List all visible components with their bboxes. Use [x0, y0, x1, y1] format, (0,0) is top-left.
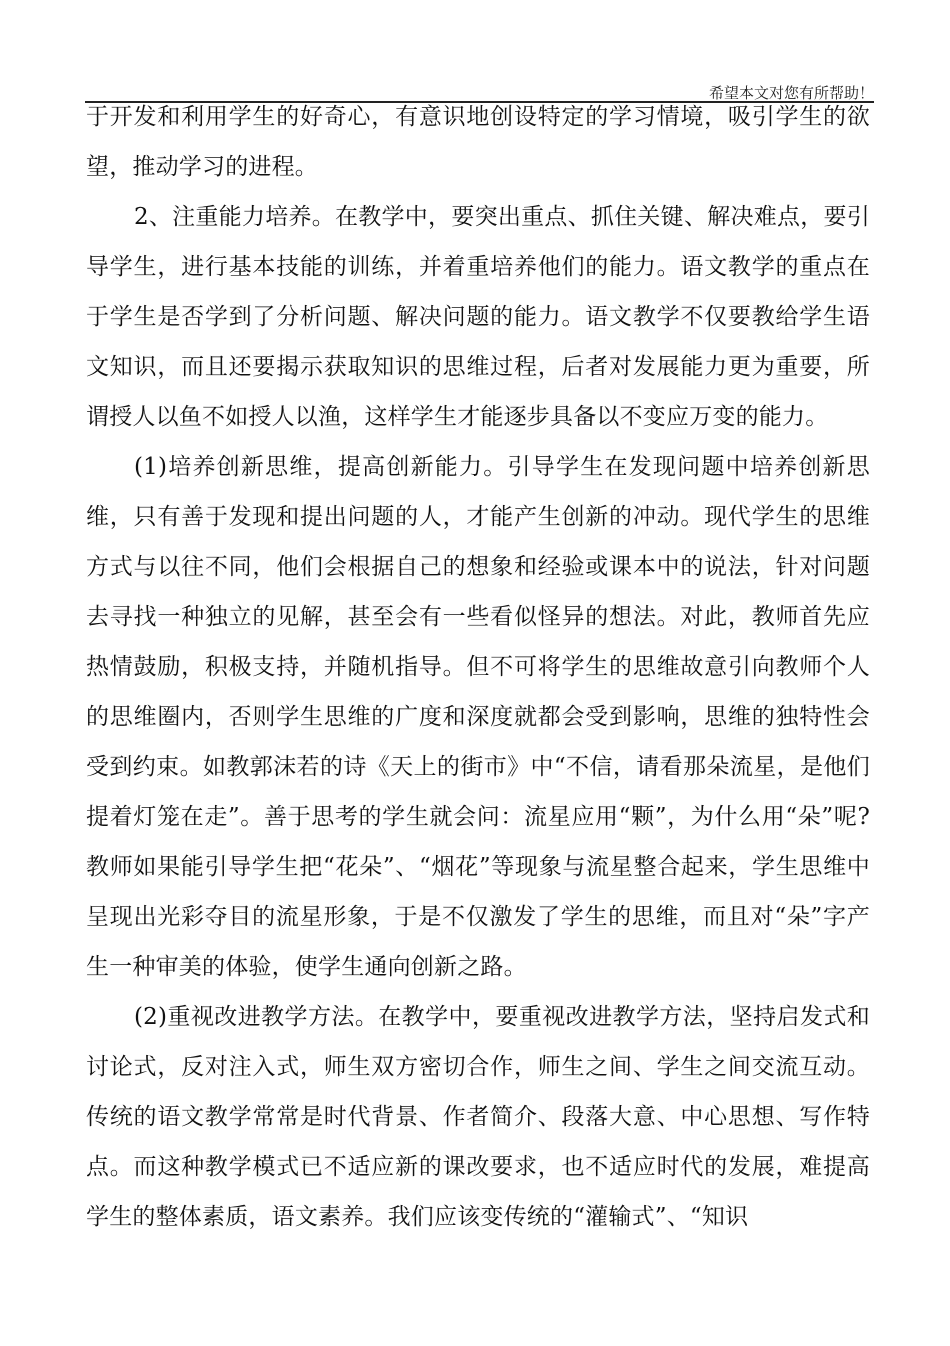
paragraph-teaching-methods: (2)重视改进教学方法。在教学中，要重视改进教学方法，坚持启发式和讨论式，反对注入式，师生双方密切合作，师生之间、学生之间交流互动。传统的语文教学常常是时代背景、作者简介、段落大意、中心思想、写作特点。而这种教学模式已不适应新的课改要求，也不适应时代的发展，难提高学生的整体素质，语文素养。我们应该变传统的“灌输式”、“知识 [86, 1004, 870, 1230]
paragraph-innovative-thinking: (1)培养创新思维，提高创新能力。引导学生在发现问题中培养创新思维，只有善于发现和提出问题的人，才能产生创新的冲动。现代学生的思维方式与以往不同，他们会根据自己的想象和经验或课本中的说法，针对问题去寻找一种独立的见解，甚至会有一些看似怪异的想法。对此，教师首先应热情鼓励，积极支持，并随机指导。但不可将学生的思维故意引向教师个人的思维圈内，否则学生思维的广度和深度就都会受到影响，思维的独特性会受到约束。如教郭沫若的诗《天上的街市》中“不信，请看那朵流星，是他们提着灯笼在走”。善于思考的学生就会问：流星应用“颗”，为什么用“朵”呢?教师如果能引导学生把“花朵”、“烟花”等现象与流星整合起来，学生思维中呈现出光彩夺目的流星形象，于是不仅激发了学生的思维，而且对“朵”字产生一种审美的体验，使学生通向创新之路。 [86, 454, 870, 980]
document-body [86, 92, 870, 1242]
page-header: 希望本文对您有所帮助！ [708, 84, 874, 102]
paragraph-ability-training: 2、注重能力培养。在教学中，要突出重点、抓住关键、解决难点，要引导学生，进行基本技能的训练，并着重培养他们的能力。语文教学的重点在于学生是否学到了分析问题、解决问题的能力。语文教学不仅要教给学生语文知识，而且还要揭示获取知识的思维过程，后者对发展能力更为重要，所谓授人以鱼不如授人以渔，这样学生才能逐步具备以不变应万变的能力。 [86, 204, 870, 430]
paragraph-continuation: 于开发和利用学生的好奇心，有意识地创设特定的学习情境，吸引学生的欲望，推动学习的进程。 [86, 104, 870, 180]
